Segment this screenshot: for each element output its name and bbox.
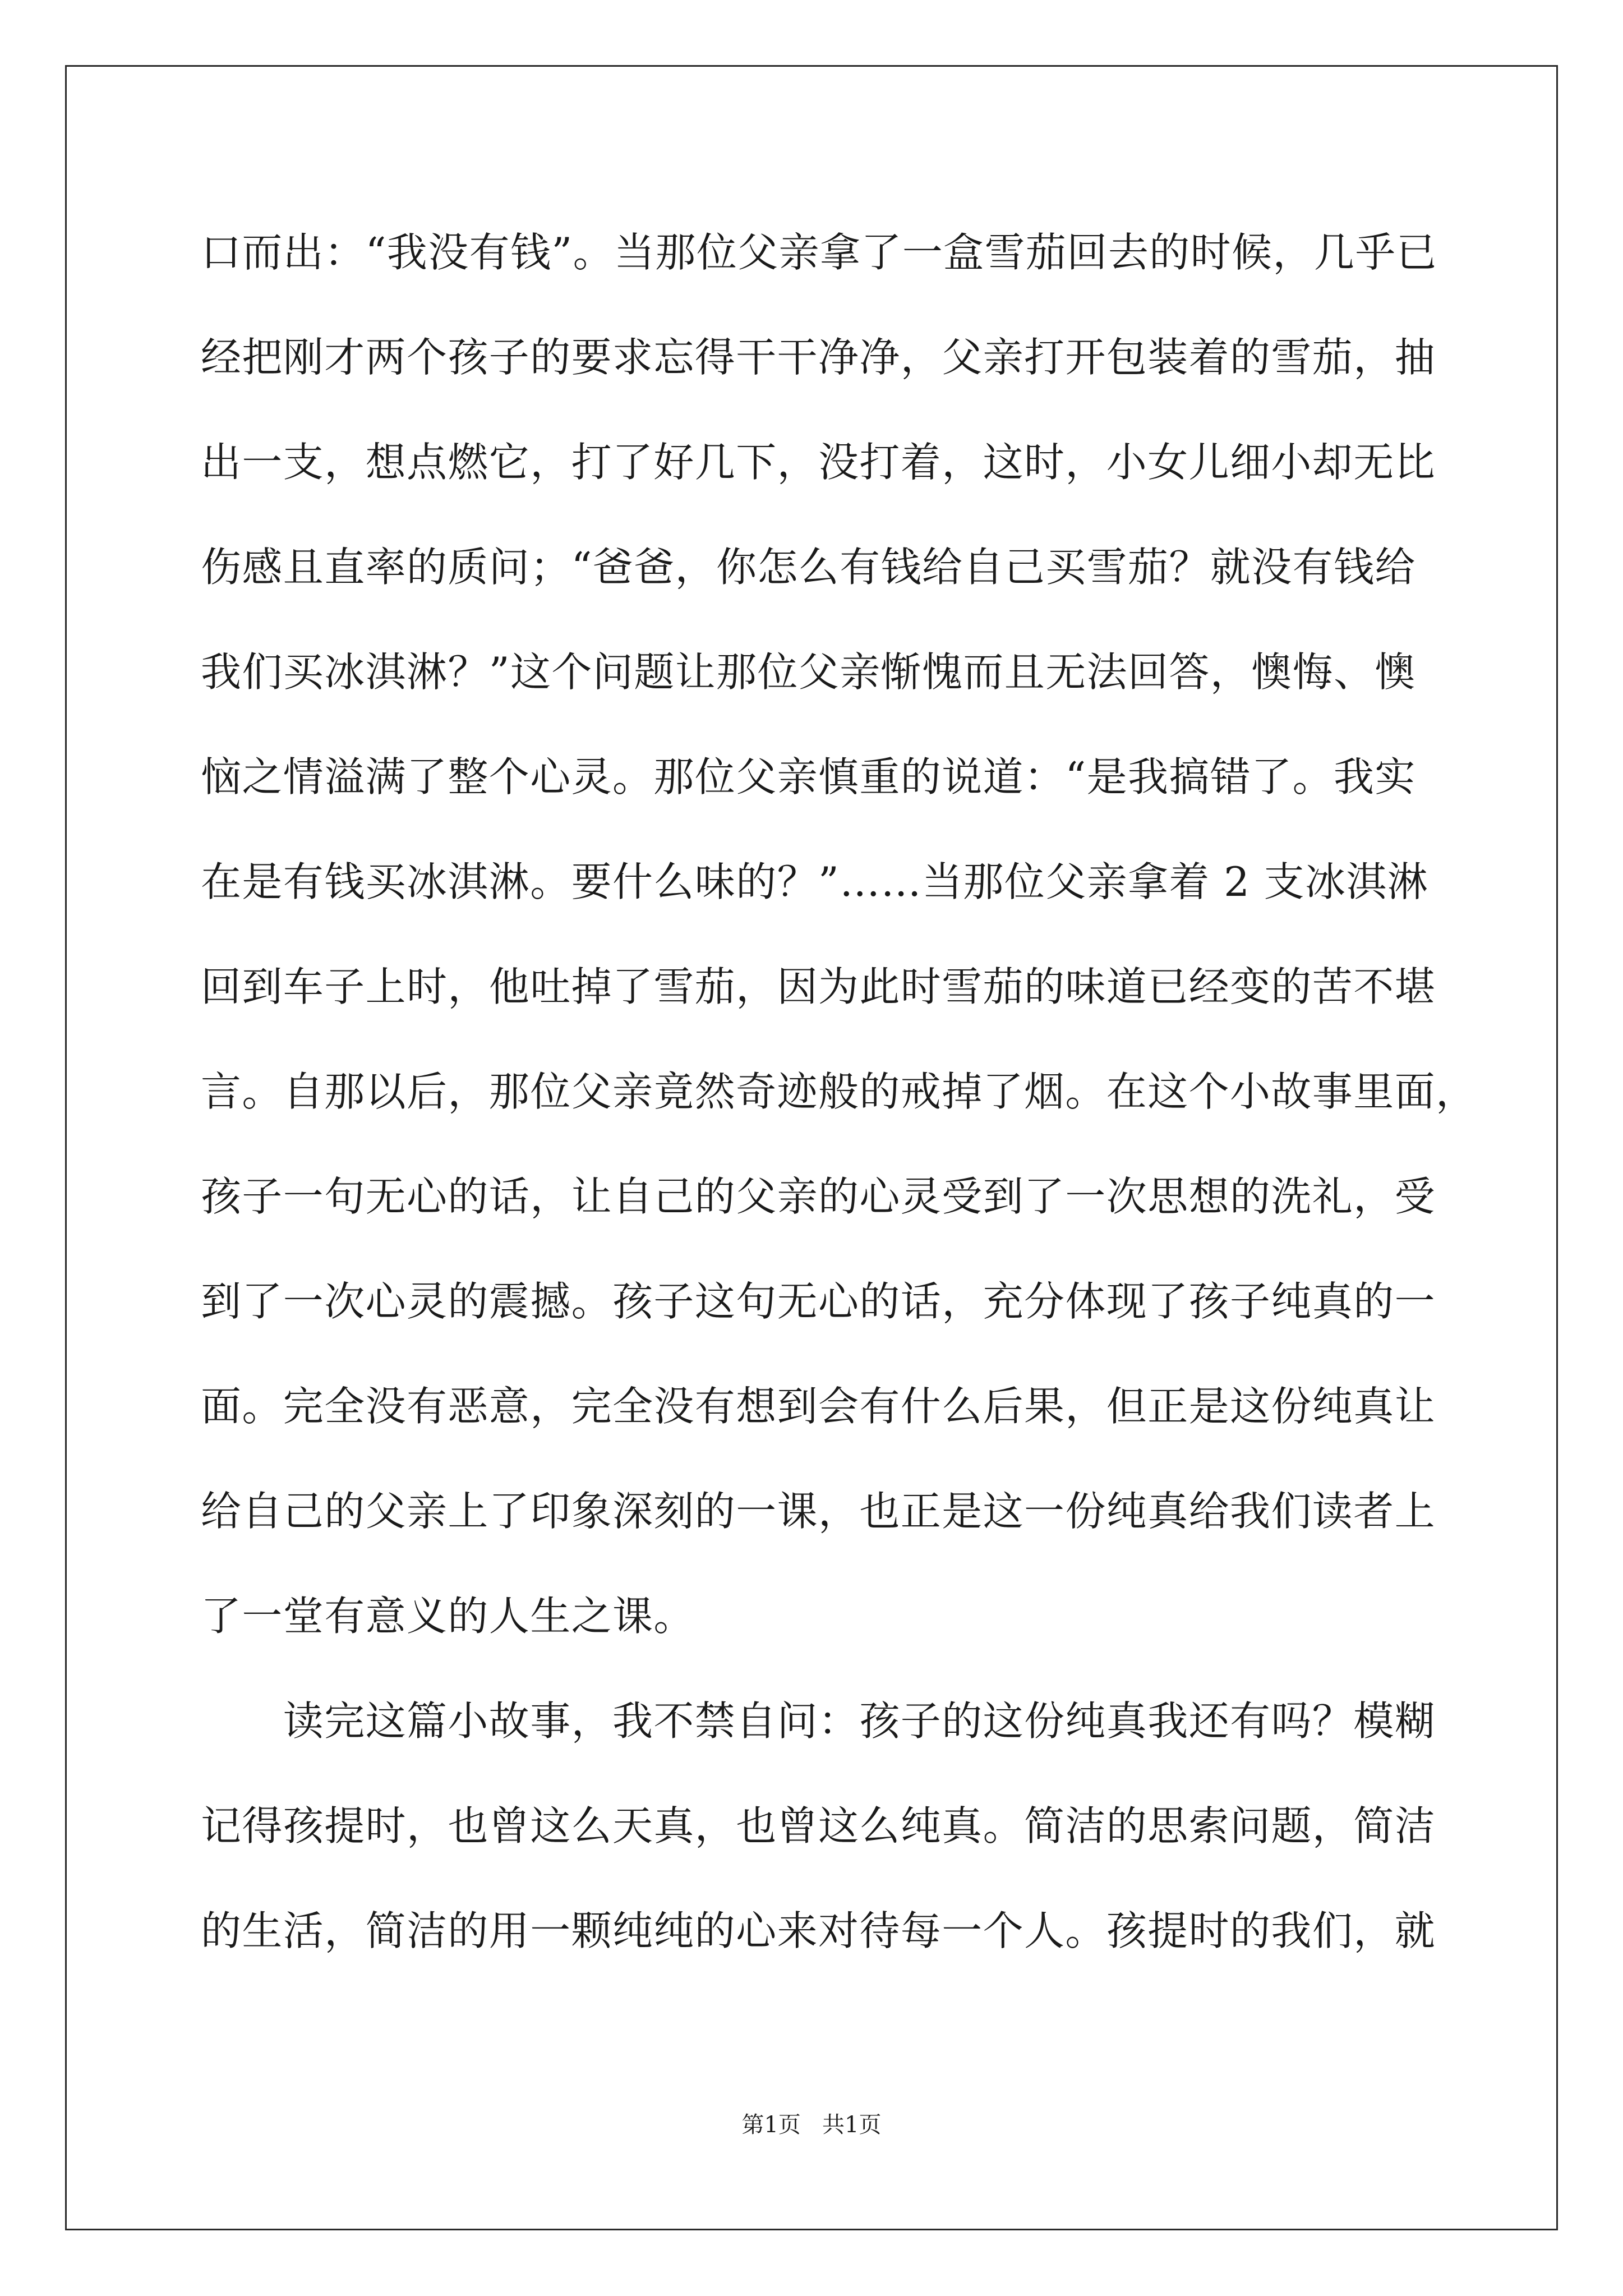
text-line-5: 我们买冰淇淋？”这个问题让那位父亲惭愧而且无法回答，懊悔、懊 [201, 648, 1416, 696]
text-line-4: 伤感且直率的质问；“爸爸，你怎么有钱给自己买雪茄？就没有钱给 [201, 544, 1416, 591]
text-line-11: 到了一次心灵的震撼。孩子这句无心的话，充分体现了孩子纯真的一 [201, 1278, 1436, 1325]
text-line-14: 了一堂有意义的人生之课。 [201, 1593, 695, 1640]
text-line-9: 言。自那以后，那位父亲竟然奇迹般的戒掉了烟。在这个小故事里面， [201, 1068, 1477, 1115]
text-line-13: 给自己的父亲上了印象深刻的一课，也正是这一份纯真给我们读者上 [201, 1488, 1436, 1535]
text-line-7: 在是有钱买冰淇淋。要什么味的？”……当那位父亲拿着 2 支冰淇淋 [201, 858, 1429, 905]
text-line-15: 读完这篇小故事，我不禁自问：孩子的这份纯真我还有吗？模糊 [201, 1697, 1436, 1745]
text-line-3: 出一支，想点燃它，打了好几下，没打着，这时，小女儿细小却无比 [201, 439, 1436, 486]
text-line-2: 经把刚才两个孩子的要求忘得干干净净，父亲打开包装着的雪茄，抽 [201, 334, 1436, 381]
text-line-8: 回到车子上时，他吐掉了雪茄，因为此时雪茄的味道已经变的苦不堪 [201, 963, 1436, 1010]
text-line-10: 孩子一句无心的话，让自己的父亲的心灵受到了一次思想的洗礼，受 [201, 1173, 1436, 1220]
page-footer: 第1页 共1页 [741, 2112, 882, 2138]
text-line-6: 恼之情溢满了整个心灵。那位父亲慎重的说道：“是我搞错了。我实 [201, 753, 1416, 800]
text-line-12: 面。完全没有恶意，完全没有想到会有什么后果，但正是这份纯真让 [201, 1383, 1436, 1430]
text-line-16: 记得孩提时，也曾这么天真，也曾这么纯真。简洁的思索问题，简洁 [201, 1802, 1436, 1849]
text-line-17: 的生活，简洁的用一颗纯纯的心来对待每一个人。孩提时的我们，就 [201, 1907, 1436, 1954]
text-line-1: 口而出：“我没有钱”。当那位父亲拿了一盒雪茄回去的时候，几乎已 [201, 229, 1438, 276]
